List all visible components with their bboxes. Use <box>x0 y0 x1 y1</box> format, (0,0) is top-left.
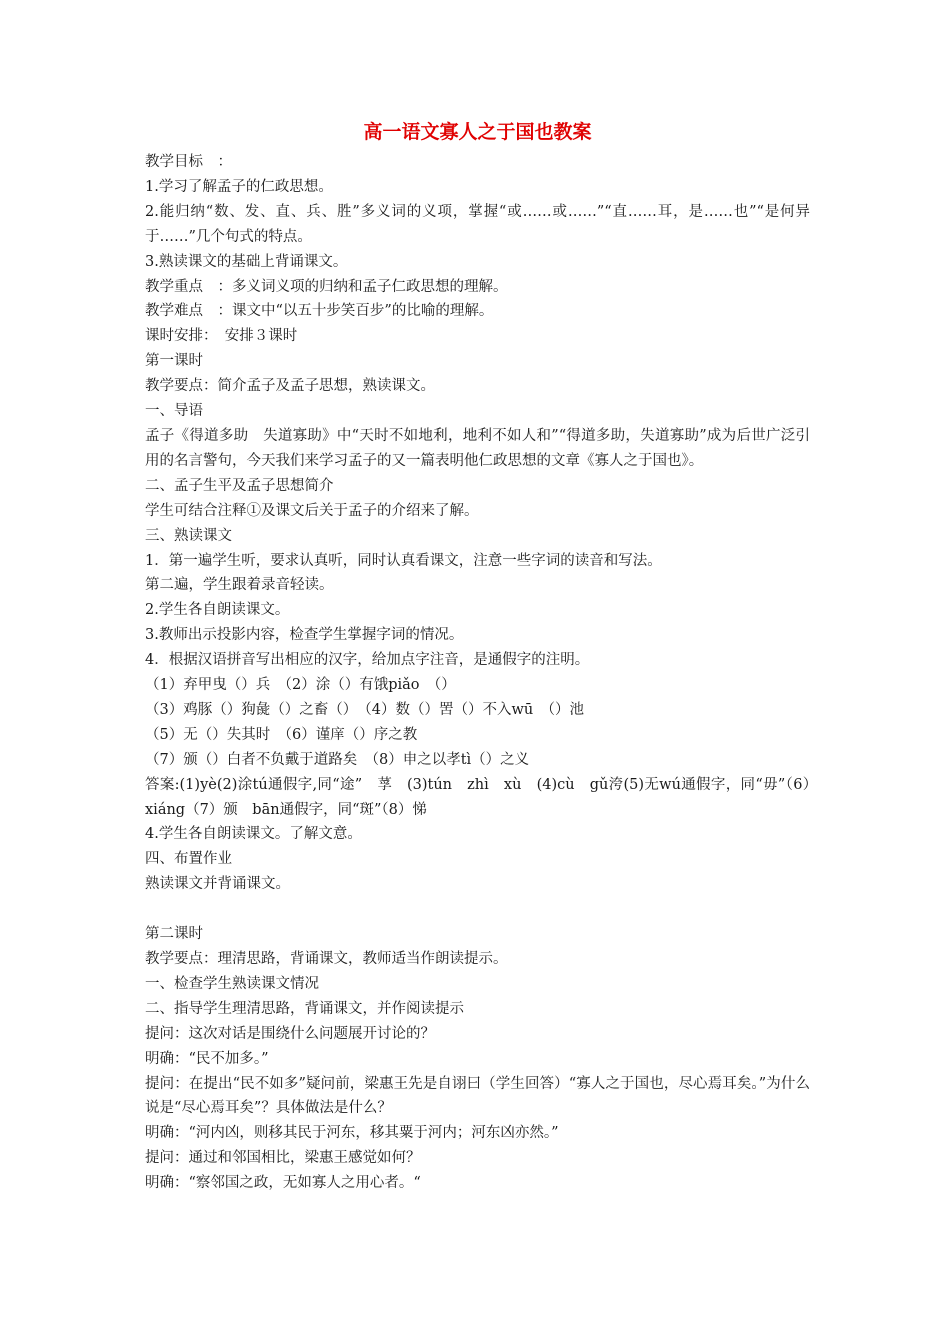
blank-line <box>145 897 810 922</box>
answer-line: 明确：“察邻国之政，无如寡人之用心者。“ <box>145 1175 421 1192</box>
answer-line: 明确：“民不加多。” <box>145 1050 269 1067</box>
section-heading: 四、布置作业 <box>145 851 232 868</box>
question-paragraph: 提问：在提出“民不如多”疑问前，梁惠王先是自诩曰（学生回答）“寡人之于国也，尽心焉耳矣。”为什么说是“尽心焉耳矣”？具体做法是什么？ <box>145 1075 810 1117</box>
exercise-line: （5）无（）失其时 （6）谨庠（）序之教 <box>145 726 418 743</box>
text-line: 教学重点 ：多义词义项的归纳和孟子仁政思想的理解。 <box>145 278 508 295</box>
section-heading: 第二课时 <box>145 926 203 943</box>
document-title: 高一语文寡人之于国也教案 <box>363 121 592 143</box>
section-heading: 二、指导学生理清思路，背诵课文，并作阅读提示 <box>145 1000 464 1017</box>
exercise-line: （7）颁（）白者不负戴于道路矣 （8）申之以孝tì（）之义 <box>145 751 530 768</box>
text-line: 1.学习了解孟子的仁政思想。 <box>145 178 333 195</box>
text-line: 1．第一遍学生听，要求认真听，同时认真看课文，注意一些字词的读音和写法。 <box>145 552 662 569</box>
question-line: 提问：通过和邻国相比，梁惠王感觉如何？ <box>145 1150 421 1167</box>
answer-paragraph: 答案:(1)yè(2)涂tú通假字,同“途” 莩 (3)tún zhì xù (4)cù gǔ洿(5)无wú通假字，同“毋”（6） xiáng（7）颁 bān通假字，同“斑”（8）悌 <box>145 776 825 818</box>
text-line: 课时安排： 安排３课时 <box>145 328 298 345</box>
text-line: 4.学生各自朗读课文。了解文意。 <box>145 826 362 843</box>
section-heading: 三、熟读课文 <box>145 527 232 544</box>
text-line: 第二遍，学生跟着录音轻读。 <box>145 577 334 594</box>
text-line: 教学难点 ：课文中“以五十步笑百步”的比喻的理解。 <box>145 303 494 320</box>
exercise-line: （1）弃甲曳（）兵 （2）涂（）有饿piǎo （） <box>145 677 456 694</box>
section-heading: 一、检查学生熟读课文情况 <box>145 975 319 992</box>
text-paragraph: 孟子《得道多助 失道寡助》中“天时不如地利，地利不如人和”“得道多助，失道寡助”成为后世广泛引用的名言警句，今天我们来学习孟子的又一篇表明他仁政思想的文章《寡人之于国也》。 <box>145 427 810 469</box>
text-paragraph: 2.能归纳“数、发、直、兵、胜”多义词的义项，掌握“或……或……”“直……耳，是……也”“是何异于……”几个句式的特点。 <box>145 203 810 245</box>
section-heading: 第一课时 <box>145 353 203 370</box>
text-line: 教学要点：理清思路，背诵课文，教师适当作朗读提示。 <box>145 950 508 967</box>
question-line: 提问：这次对话是围绕什么问题展开讨论的？ <box>145 1025 435 1042</box>
text-line: 熟读课文并背诵课文。 <box>145 876 290 893</box>
text-line: 学生可结合注释①及课文后关于孟子的介绍来了解。 <box>145 502 479 519</box>
text-line: 3.教师出示投影内容，检查学生掌握字词的情况。 <box>145 627 464 644</box>
text-line: 教学要点：简介孟子及孟子思想，熟读课文。 <box>145 378 435 395</box>
answer-line: 明确：“河内凶，则移其民于河东，移其粟于河内；河东凶亦然。” <box>145 1125 559 1142</box>
section-heading: 一、导语 <box>145 403 203 420</box>
text-line: 4．根据汉语拼音写出相应的汉字，给加点字注音，是通假字的注明。 <box>145 652 590 669</box>
text-line: 教学目标 ： <box>145 154 232 170</box>
exercise-line: （3）鸡豚（）狗彘（）之畜（） （4）数（）罟（）不入wū （）池 <box>145 701 584 718</box>
text-line: 3.熟读课文的基础上背诵课文。 <box>145 253 348 270</box>
document-page <box>145 118 825 1196</box>
text-line: 2.学生各自朗读课文。 <box>145 602 290 619</box>
section-heading: 二、孟子生平及孟子思想简介 <box>145 477 334 494</box>
